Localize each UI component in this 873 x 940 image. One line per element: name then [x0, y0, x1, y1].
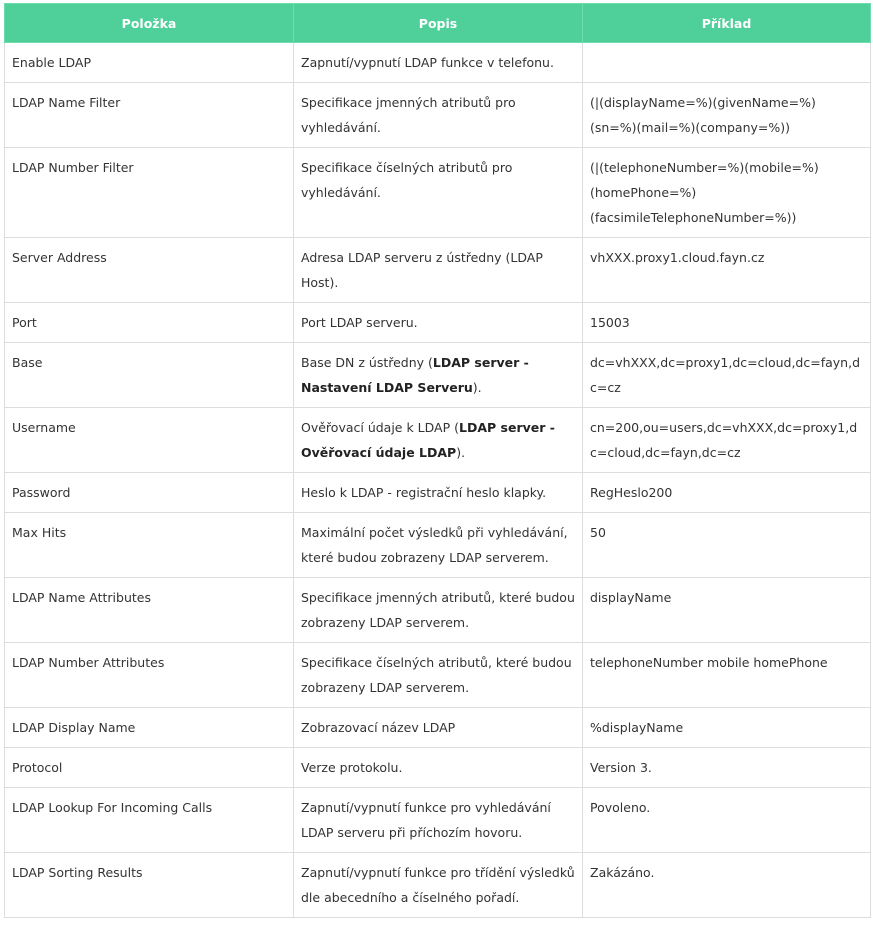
description-text: Specifikace jmenných atributů pro vyhledávání.	[301, 95, 516, 135]
cell-description	[294, 343, 583, 408]
cell-item: LDAP Number Filter	[5, 148, 294, 238]
table-row	[5, 853, 871, 918]
cell-example: (|(telephoneNumber=%)(mobile=%)(homePhone=%)(facsimileTelephoneNumber=%))	[583, 148, 871, 238]
cell-description	[294, 303, 583, 343]
cell-example: Version 3.	[583, 748, 871, 788]
cell-item: Max Hits	[5, 513, 294, 578]
cell-item: Protocol	[5, 748, 294, 788]
description-text: Adresa LDAP serveru z ústředny (LDAP Host).	[301, 250, 543, 290]
cell-example	[583, 43, 871, 83]
cell-item: LDAP Name Attributes	[5, 578, 294, 643]
cell-item: Server Address	[5, 238, 294, 303]
table-row	[5, 43, 871, 83]
cell-description	[294, 238, 583, 303]
cell-example: Povoleno.	[583, 788, 871, 853]
cell-example: 50	[583, 513, 871, 578]
description-text: Zapnutí/vypnutí funkce pro třídění výsledků dle abecedního a číselného pořadí.	[301, 865, 575, 905]
table-row	[5, 83, 871, 148]
header-polozka: Položka	[5, 4, 294, 43]
description-text: Specifikace číselných atributů, které budou zobrazeny LDAP serverem.	[301, 655, 572, 695]
cell-description	[294, 788, 583, 853]
table-row	[5, 748, 871, 788]
description-bold-text: LDAP server - Nastavení LDAP Serveru	[301, 355, 529, 395]
cell-item: LDAP Display Name	[5, 708, 294, 748]
cell-description	[294, 748, 583, 788]
cell-description	[294, 43, 583, 83]
description-text: Zapnutí/vypnutí LDAP funkce v telefonu.	[301, 55, 554, 70]
description-text: Zapnutí/vypnutí funkce pro vyhledávání LDAP serveru při příchozím hovoru.	[301, 800, 551, 840]
cell-item: Password	[5, 473, 294, 513]
cell-description	[294, 148, 583, 238]
cell-example: cn=200,ou=users,dc=vhXXX,dc=proxy1,dc=cloud,dc=fayn,dc=cz	[583, 408, 871, 473]
cell-example: %displayName	[583, 708, 871, 748]
cell-description	[294, 853, 583, 918]
table-row	[5, 408, 871, 473]
description-text: Ověřovací údaje k LDAP (	[301, 420, 459, 435]
cell-description	[294, 408, 583, 473]
description-text: Port LDAP serveru.	[301, 315, 418, 330]
header-row	[5, 4, 871, 43]
cell-item: LDAP Number Attributes	[5, 643, 294, 708]
cell-description	[294, 643, 583, 708]
description-text: Zobrazovací název LDAP	[301, 720, 456, 735]
table-header	[5, 4, 871, 43]
cell-description	[294, 578, 583, 643]
description-text: Heslo k LDAP - registrační heslo klapky.	[301, 485, 547, 500]
table-row	[5, 578, 871, 643]
cell-item: LDAP Name Filter	[5, 83, 294, 148]
description-text: Base DN z ústředny (	[301, 355, 433, 370]
table-row	[5, 708, 871, 748]
cell-item: Base	[5, 343, 294, 408]
table-row	[5, 303, 871, 343]
table-body	[5, 43, 871, 918]
description-text: ).	[472, 380, 482, 395]
cell-example: RegHeslo200	[583, 473, 871, 513]
description-text: Specifikace jmenných atributů, které budou zobrazeny LDAP serverem.	[301, 590, 575, 630]
cell-item: LDAP Sorting Results	[5, 853, 294, 918]
cell-example: vhXXX.proxy1.cloud.fayn.cz	[583, 238, 871, 303]
cell-description	[294, 83, 583, 148]
table-row	[5, 788, 871, 853]
cell-example: displayName	[583, 578, 871, 643]
ldap-settings-table	[4, 3, 871, 918]
table-row	[5, 513, 871, 578]
cell-example: (|(displayName=%)(givenName=%) (sn=%)(mail=%)(company=%))	[583, 83, 871, 148]
table-row	[5, 473, 871, 513]
table-row	[5, 238, 871, 303]
cell-item: Port	[5, 303, 294, 343]
table-row	[5, 343, 871, 408]
cell-item: LDAP Lookup For Incoming Calls	[5, 788, 294, 853]
cell-description	[294, 708, 583, 748]
description-text: Verze protokolu.	[301, 760, 403, 775]
header-priklad: Příklad	[583, 4, 871, 43]
description-text: Maximální počet výsledků při vyhledávání, které budou zobrazeny LDAP serverem.	[301, 525, 568, 565]
cell-description	[294, 513, 583, 578]
table-row	[5, 643, 871, 708]
description-text: Specifikace číselných atributů pro vyhledávání.	[301, 160, 513, 200]
description-text: ).	[456, 445, 466, 460]
cell-description	[294, 473, 583, 513]
cell-item: Username	[5, 408, 294, 473]
cell-example: 15003	[583, 303, 871, 343]
table-row	[5, 148, 871, 238]
cell-item: Enable LDAP	[5, 43, 294, 83]
cell-example: dc=vhXXX,dc=proxy1,dc=cloud,dc=fayn,dc=cz	[583, 343, 871, 408]
cell-example: telephoneNumber mobile homePhone	[583, 643, 871, 708]
cell-example: Zakázáno.	[583, 853, 871, 918]
description-bold-text: LDAP server - Ověřovací údaje LDAP	[301, 420, 555, 460]
header-popis: Popis	[294, 4, 583, 43]
